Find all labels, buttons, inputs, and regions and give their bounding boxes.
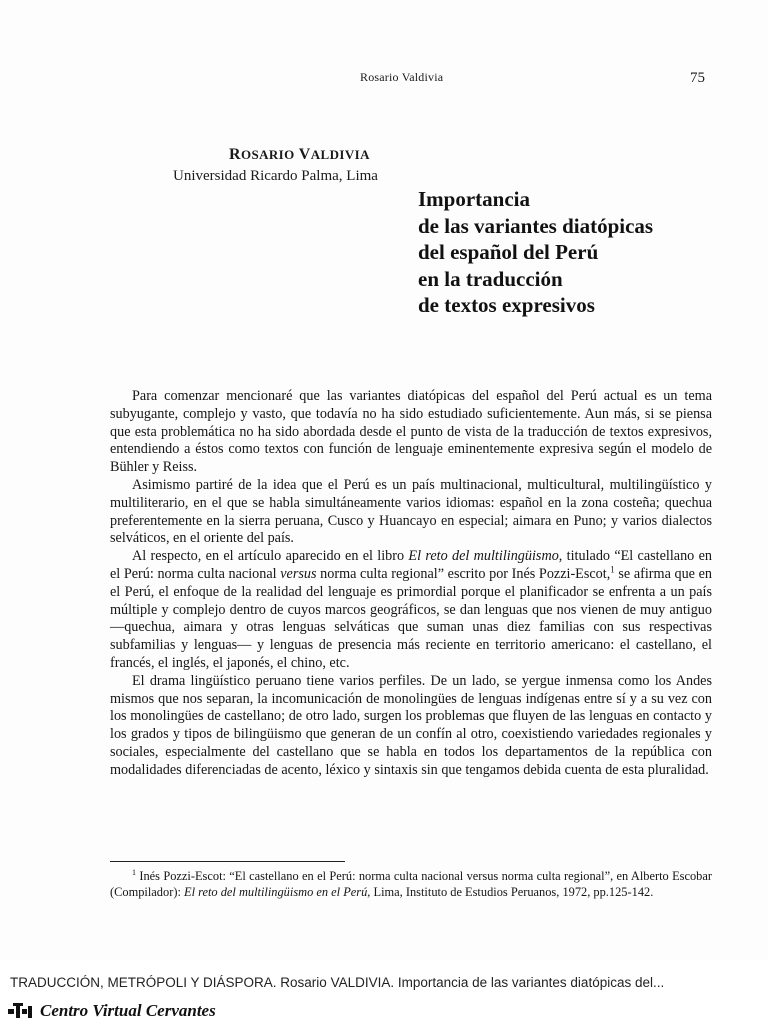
document-caption-link[interactable]: TRADUCCIÓN, METRÓPOLI Y DIÁSPORA. Rosario VALDIVIA. Importancia de las variantes diatópicas del... <box>10 975 665 990</box>
footnote: $^1$ Inés Pozzi-Escot: “El castellano en el Perú: norma culta nacional versus norma culta regional”, en Alberto Escobar (Compilador): El reto del multilingüismo en el Perú, Lima, Instituto de Estudios Peruanos, 1972, pp.125-142. <box>110 867 712 899</box>
brand-name: Centro Virtual Cervantes <box>40 1001 216 1020</box>
footnote-reference[interactable]: 1 <box>610 564 615 575</box>
cervantes-logo-icon <box>8 1002 34 1020</box>
author-affiliation: Universidad Ricardo Palma, Lima <box>173 168 378 184</box>
paragraph: Para comenzar mencionaré que las variantes diatópicas del español del Perú actual es un tema subyugante, complejo y vasto, que todavía no ha sido estudiado suficientemente. Aun más, si se piensa que esta problemática no ha sido abordada desde el punto de vista de la traducción de textos expresivos, entendiendo a éstos como textos con función de lenguaje eminentemente expresiva según el modelo de Bühler y Reiss. <box>110 388 712 476</box>
page-number: 75 <box>690 70 705 86</box>
article-title <box>418 186 653 319</box>
author-name: ROSARIO VALDIVIA <box>229 146 370 163</box>
running-head: Rosario Valdivia <box>360 70 444 84</box>
article-body <box>110 388 712 780</box>
title-line: Importancia <box>418 187 530 211</box>
paragraph: Asimismo partiré de la idea que el Perú es un país multinacional, multicultural, multilingüístico y multiliterario, en el que se habla simultáneamente varios idiomas: español en la zona costeña; quechua preferentemente en la sierra peruana, Cusco y Huancayo en especial; aimara en Puno; y varios dialectos selváticos, en el oriente del país. <box>110 476 712 547</box>
title-line: de las variantes diatópicas <box>418 213 654 238</box>
footnote-number: 1 <box>132 867 136 877</box>
paragraph: Al respecto, en el artículo aparecido en el libro El reto del multilingüismo, titulado “El castellano en el Perú: norma culta nacional versus norma culta regional” escrito por Inés Pozzi-Escot,$^1$ se afirma que en el Perú, el enfoque de la realidad del lenguaje es primordial porque el planificador se enfrenta a un país múltiple y complejo dentro de cuyos marcos geográficos, se dan lenguas que nos vienen de muy antiguo —quechua, aimara y otras lenguas selváticas que suman unas diez familias con sus respectivas subfamilias y lenguas— y lenguas de presencia más reciente en territorio americano: el castellano, el francés, el inglés, el japonés, el chino, etc. <box>110 548 713 671</box>
brand-logo[interactable] <box>8 1000 216 1022</box>
paragraph: El drama lingüístico peruano tiene varios perfiles. De un lado, se yergue inmensa como los Andes mismos que nos separan, la incomunicación de monolingües de lenguas indígenas entre sí y a su vez con los monolingües de castellano; de otro lado, surgen los problemas que fluyen de las lenguas en contacto y los grados y tipos de bilingüismo que generan de un confín al otro, coexistiendo variedades regionales y sociales, especialmente del castellano que se habla en todos los departamentos de la república con modalidades diferenciadas de acento, léxico y sintaxis sin que tengamos debida cuenta de esta pluralidad. <box>110 672 712 778</box>
footnote-divider <box>110 861 345 862</box>
title-line: de textos expresivos <box>418 293 595 317</box>
title-line: en la traducción <box>418 266 563 291</box>
title-line: del español del Perú <box>418 240 599 264</box>
